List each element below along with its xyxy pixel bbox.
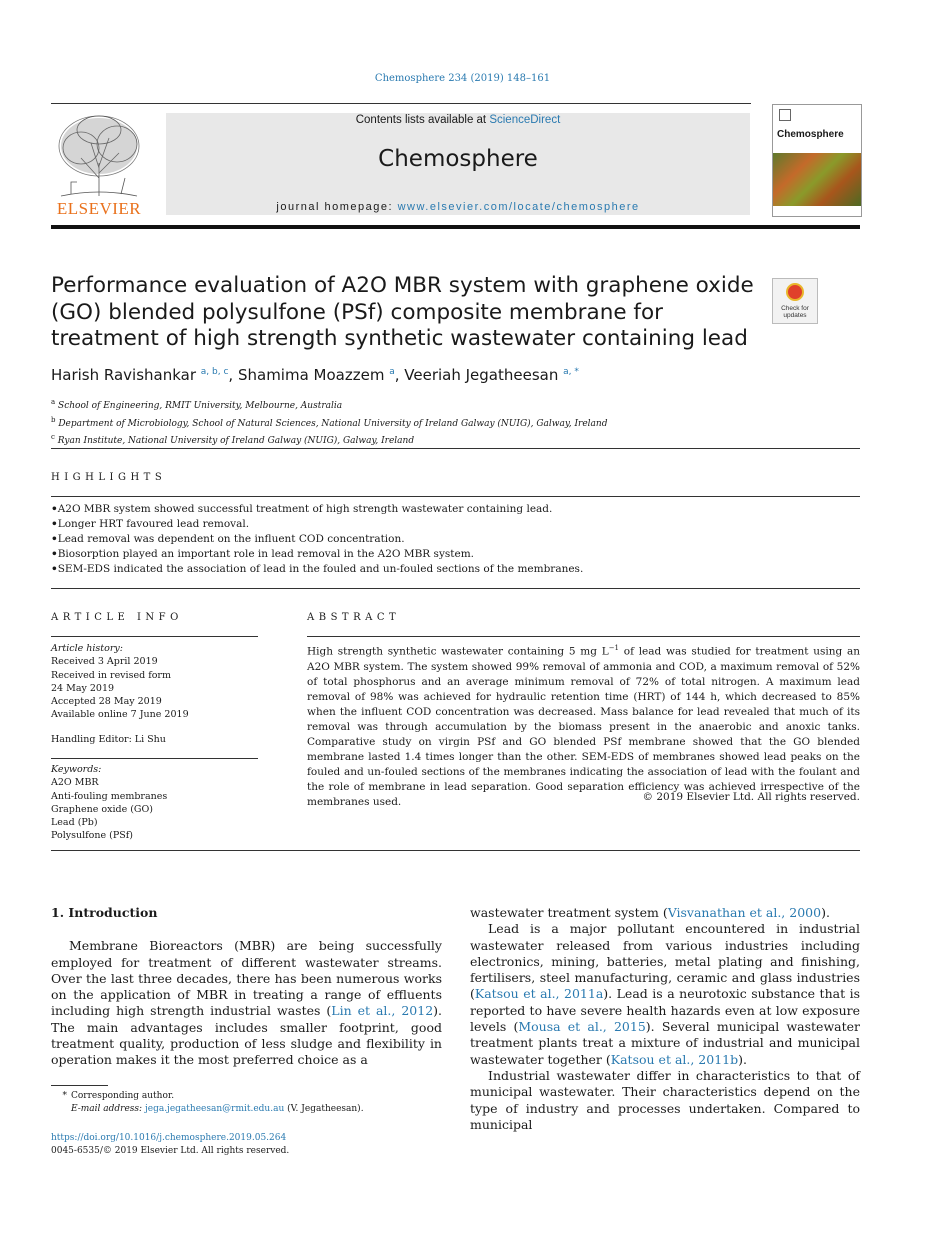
article-info-heading: ARTICLE INFO — [51, 612, 183, 623]
corresponding-author-footnote — [51, 1090, 364, 1116]
keywords-rule — [51, 758, 258, 759]
citation-link[interactable]: Visvanathan et al., 2000 — [667, 905, 822, 920]
journal-name: Chemosphere — [378, 146, 538, 172]
history-line: Received in revised form — [51, 669, 171, 681]
abstract-part2: of lead was studied for treatment using an A2O MBR system. The system showed 99% removal of ammonia and COD, a maximum removal of 52% of total phosphorus and an average minimum removal of 72% of total nitrogen. A maximum lead removal of 98% was achieved for hydraulic retention time (HRT) of 144 h, which decreased to 85% when the influent COD concentration was decreased. Mass balance for lead revealed that much of its removal was through accumulation by the biomass present in the anaerobic and anoxic tanks. Comparative study on virgin PSf and GO blended PSf membrane showed that the GO blended membrane lasted 1.4 times longer than the other. SEM-EDS of membranes showed lead peaks on the fouled and un-fouled sections of the membranes indicating the association of lead with the foulant and the role of membrane in lead separation. Good separation efficiency was achieved irrespective of the membranes used. — [307, 645, 860, 808]
check-updates-label: Check for updates — [781, 305, 809, 319]
keyword-item: Anti-fouling membranes — [51, 790, 168, 802]
affiliation-mark: b — [51, 415, 56, 424]
keyword-item: A2O MBR — [51, 777, 99, 789]
highlight-item: • SEM-EDS indicated the association of lead in the fouled and un-fouled sections of the membranes. — [51, 562, 583, 577]
author-list — [51, 366, 579, 384]
keyword-item: Polysulfone (PSf) — [51, 830, 133, 842]
journal-homepage-link[interactable]: www.elsevier.com/locate/chemosphere — [397, 201, 640, 213]
author-affiliation-marks[interactable]: a, * — [563, 367, 579, 377]
header-top-rule — [51, 103, 751, 104]
check-updates-icon — [786, 283, 804, 301]
affiliation-text: Department of Microbiology, School of Natural Sciences, National University of Ireland Galway (NUIG), Galway, Ireland — [55, 418, 608, 429]
highlight-item: • A2O MBR system showed successful treatment of high strength wastewater containing lead. — [51, 502, 583, 517]
paragraph-text: ). — [738, 1051, 747, 1067]
rule-above-highlights — [51, 448, 860, 449]
paragraph-text: ). The main advantages includes smaller footprint, good treatment quality, production of less sludge and flexibility in operation makes it the most preferred choice as a — [51, 1003, 442, 1068]
contents-prefix: Contents lists available at — [355, 114, 490, 126]
affiliation-text: Ryan Institute, National University of Ireland Galway (NUIG), Galway, Ireland — [54, 436, 415, 446]
right-body-column — [470, 905, 860, 1133]
intro-paragraph-3 — [470, 1068, 860, 1133]
citation-link[interactable]: Mousa et al., 2015 — [518, 1019, 646, 1035]
keyword-items — [51, 776, 167, 842]
issn-line: 0045-6535/© 2019 Elsevier Ltd. All rights reserved. — [51, 1146, 290, 1156]
journal-homepage-line — [166, 201, 750, 213]
rule-below-abstract — [51, 850, 860, 851]
article-info-rule — [51, 636, 258, 637]
doi-link[interactable]: https://doi.org/10.1016/j.chemosphere.2019.05.264 — [51, 1133, 287, 1143]
history-line: 24 May 2019 — [51, 682, 115, 694]
paragraph-text: ). — [821, 905, 830, 920]
corresponding-author-label: Corresponding author. — [71, 1091, 175, 1101]
highlights-list — [51, 502, 583, 577]
citation-link[interactable]: Lin et al., 2012 — [331, 1003, 434, 1019]
cover-title: Chemosphere — [777, 129, 844, 140]
affiliation-mark: a — [51, 398, 56, 406]
author-separator: , — [394, 366, 405, 384]
article-title: Performance evaluation of A2O MBR system with graphene oxide (GO) blended polysulfone (PSf) composite membrane for treatment of high strength synthetic wastewater containing lead — [51, 273, 754, 351]
footnote-rule — [51, 1085, 108, 1086]
author-affiliation-marks[interactable]: a, b, c — [200, 367, 229, 377]
paragraph-text: wastewater treatment system ( — [470, 905, 668, 920]
history-line: Available online 7 June 2019 — [51, 709, 189, 721]
affiliation-mark: c — [51, 433, 55, 441]
doi-block — [51, 1132, 289, 1158]
rule-below-highlights — [51, 588, 860, 589]
author-separator: , — [228, 366, 238, 384]
affiliation-list — [51, 396, 607, 449]
intro-paragraph-1-continued — [470, 905, 860, 921]
cover-logo-icon — [779, 109, 791, 121]
history-label: Article history: — [51, 643, 123, 654]
keywords-block — [51, 763, 167, 843]
keyword-item: Graphene oxide (GO) — [51, 803, 154, 815]
email-link[interactable]: jega.jegatheesan@rmit.edu.au — [144, 1104, 285, 1114]
history-lines — [51, 655, 189, 721]
article-history — [51, 642, 189, 746]
affiliation-line — [51, 414, 607, 432]
affiliation-line — [51, 431, 607, 449]
introduction-heading: 1. Introduction — [51, 905, 158, 920]
intro-paragraph-1 — [51, 938, 442, 1068]
footnote-star: * — [62, 1091, 67, 1101]
check-for-updates-badge[interactable] — [772, 278, 818, 324]
highlight-item: • Lead removal was dependent on the influent COD concentration. — [51, 532, 583, 547]
highlights-heading: HIGHLIGHTS — [51, 472, 167, 483]
author-name: Harish Ravishankar — [51, 366, 201, 384]
abstract-rule — [307, 636, 860, 637]
journal-reference-link[interactable]: Chemosphere 234 (2019) 148–161 — [374, 73, 551, 84]
history-line: Received 3 April 2019 — [51, 656, 158, 668]
intro-paragraph-2 — [470, 921, 860, 1068]
highlight-item: • Longer HRT favoured lead removal. — [51, 517, 583, 532]
keywords-label: Keywords: — [51, 764, 102, 775]
keyword-item: Lead (Pb) — [51, 817, 98, 829]
affiliation-line — [51, 396, 607, 414]
rule-below-highlights-heading — [51, 496, 860, 497]
email-suffix: (V. Jegatheesan). — [284, 1104, 364, 1114]
author-name: Shamima Moazzem — [237, 366, 390, 384]
paragraph-text: Industrial wastewater differ in characteristics to that of municipal wastewater. Their characteristics depend on the type of industry and processes undertaken. Compared to municipal — [470, 1067, 860, 1132]
header-thick-rule — [51, 225, 860, 229]
contents-line — [166, 114, 750, 126]
email-label: E-mail address: — [71, 1104, 145, 1114]
abstract-copyright: © 2019 Elsevier Ltd. All rights reserved. — [642, 791, 860, 803]
abstract-superscript: −1 — [608, 644, 620, 652]
paragraph-text: Lead is a major pollutant encountered in industrial wastewater released from various industries including electronics, mining, batteries, metal plating and finishing, fertilisers, steel manufacturing, ceramic and glass industries ( — [470, 921, 860, 1002]
abstract-part1: High strength synthetic wastewater containing 5 mg L — [307, 645, 609, 658]
citation-link[interactable]: Katsou et al., 2011b — [610, 1051, 739, 1067]
author-name: Veeriah Jegatheesan — [404, 366, 564, 384]
affiliation-text: School of Engineering, RMIT University, Melbourne, Australia — [55, 401, 343, 411]
sciencedirect-link[interactable]: ScienceDirect — [489, 114, 561, 126]
paragraph-text: ). Lead is a neurotoxic substance that is reported to have severe health hazards even at low exposure levels ( — [470, 986, 861, 1035]
journal-cover-thumbnail — [772, 104, 862, 217]
handling-editor: Handling Editor: Li Shu — [51, 733, 166, 745]
paragraph-text: Membrane Bioreactors (MBR) are being successfully employed for treatment of different wastewater streams. Over the last three decades, there has been numerous works on the application of MBR in treating a range of effluents including high strength industrial wastes ( — [51, 938, 442, 1019]
citation-link[interactable]: Katsou et al., 2011a — [474, 986, 604, 1002]
history-line: Accepted 28 May 2019 — [51, 696, 162, 708]
cover-image — [773, 153, 861, 206]
left-body-column — [51, 905, 442, 1069]
homepage-prefix: journal homepage: — [276, 201, 398, 213]
highlight-item: • Biosorption played an important role in lead removal in the A2O MBR system. — [51, 547, 583, 562]
author-affiliation-marks[interactable]: a — [389, 367, 395, 377]
abstract-text — [307, 641, 860, 810]
abstract-heading: ABSTRACT — [307, 612, 401, 623]
elsevier-wordmark: ELSEVIER — [56, 199, 142, 218]
paragraph-text: ). Several municipal wastewater treatment plants treat a mixture of industrial and municipal wastewater together ( — [470, 1019, 860, 1067]
